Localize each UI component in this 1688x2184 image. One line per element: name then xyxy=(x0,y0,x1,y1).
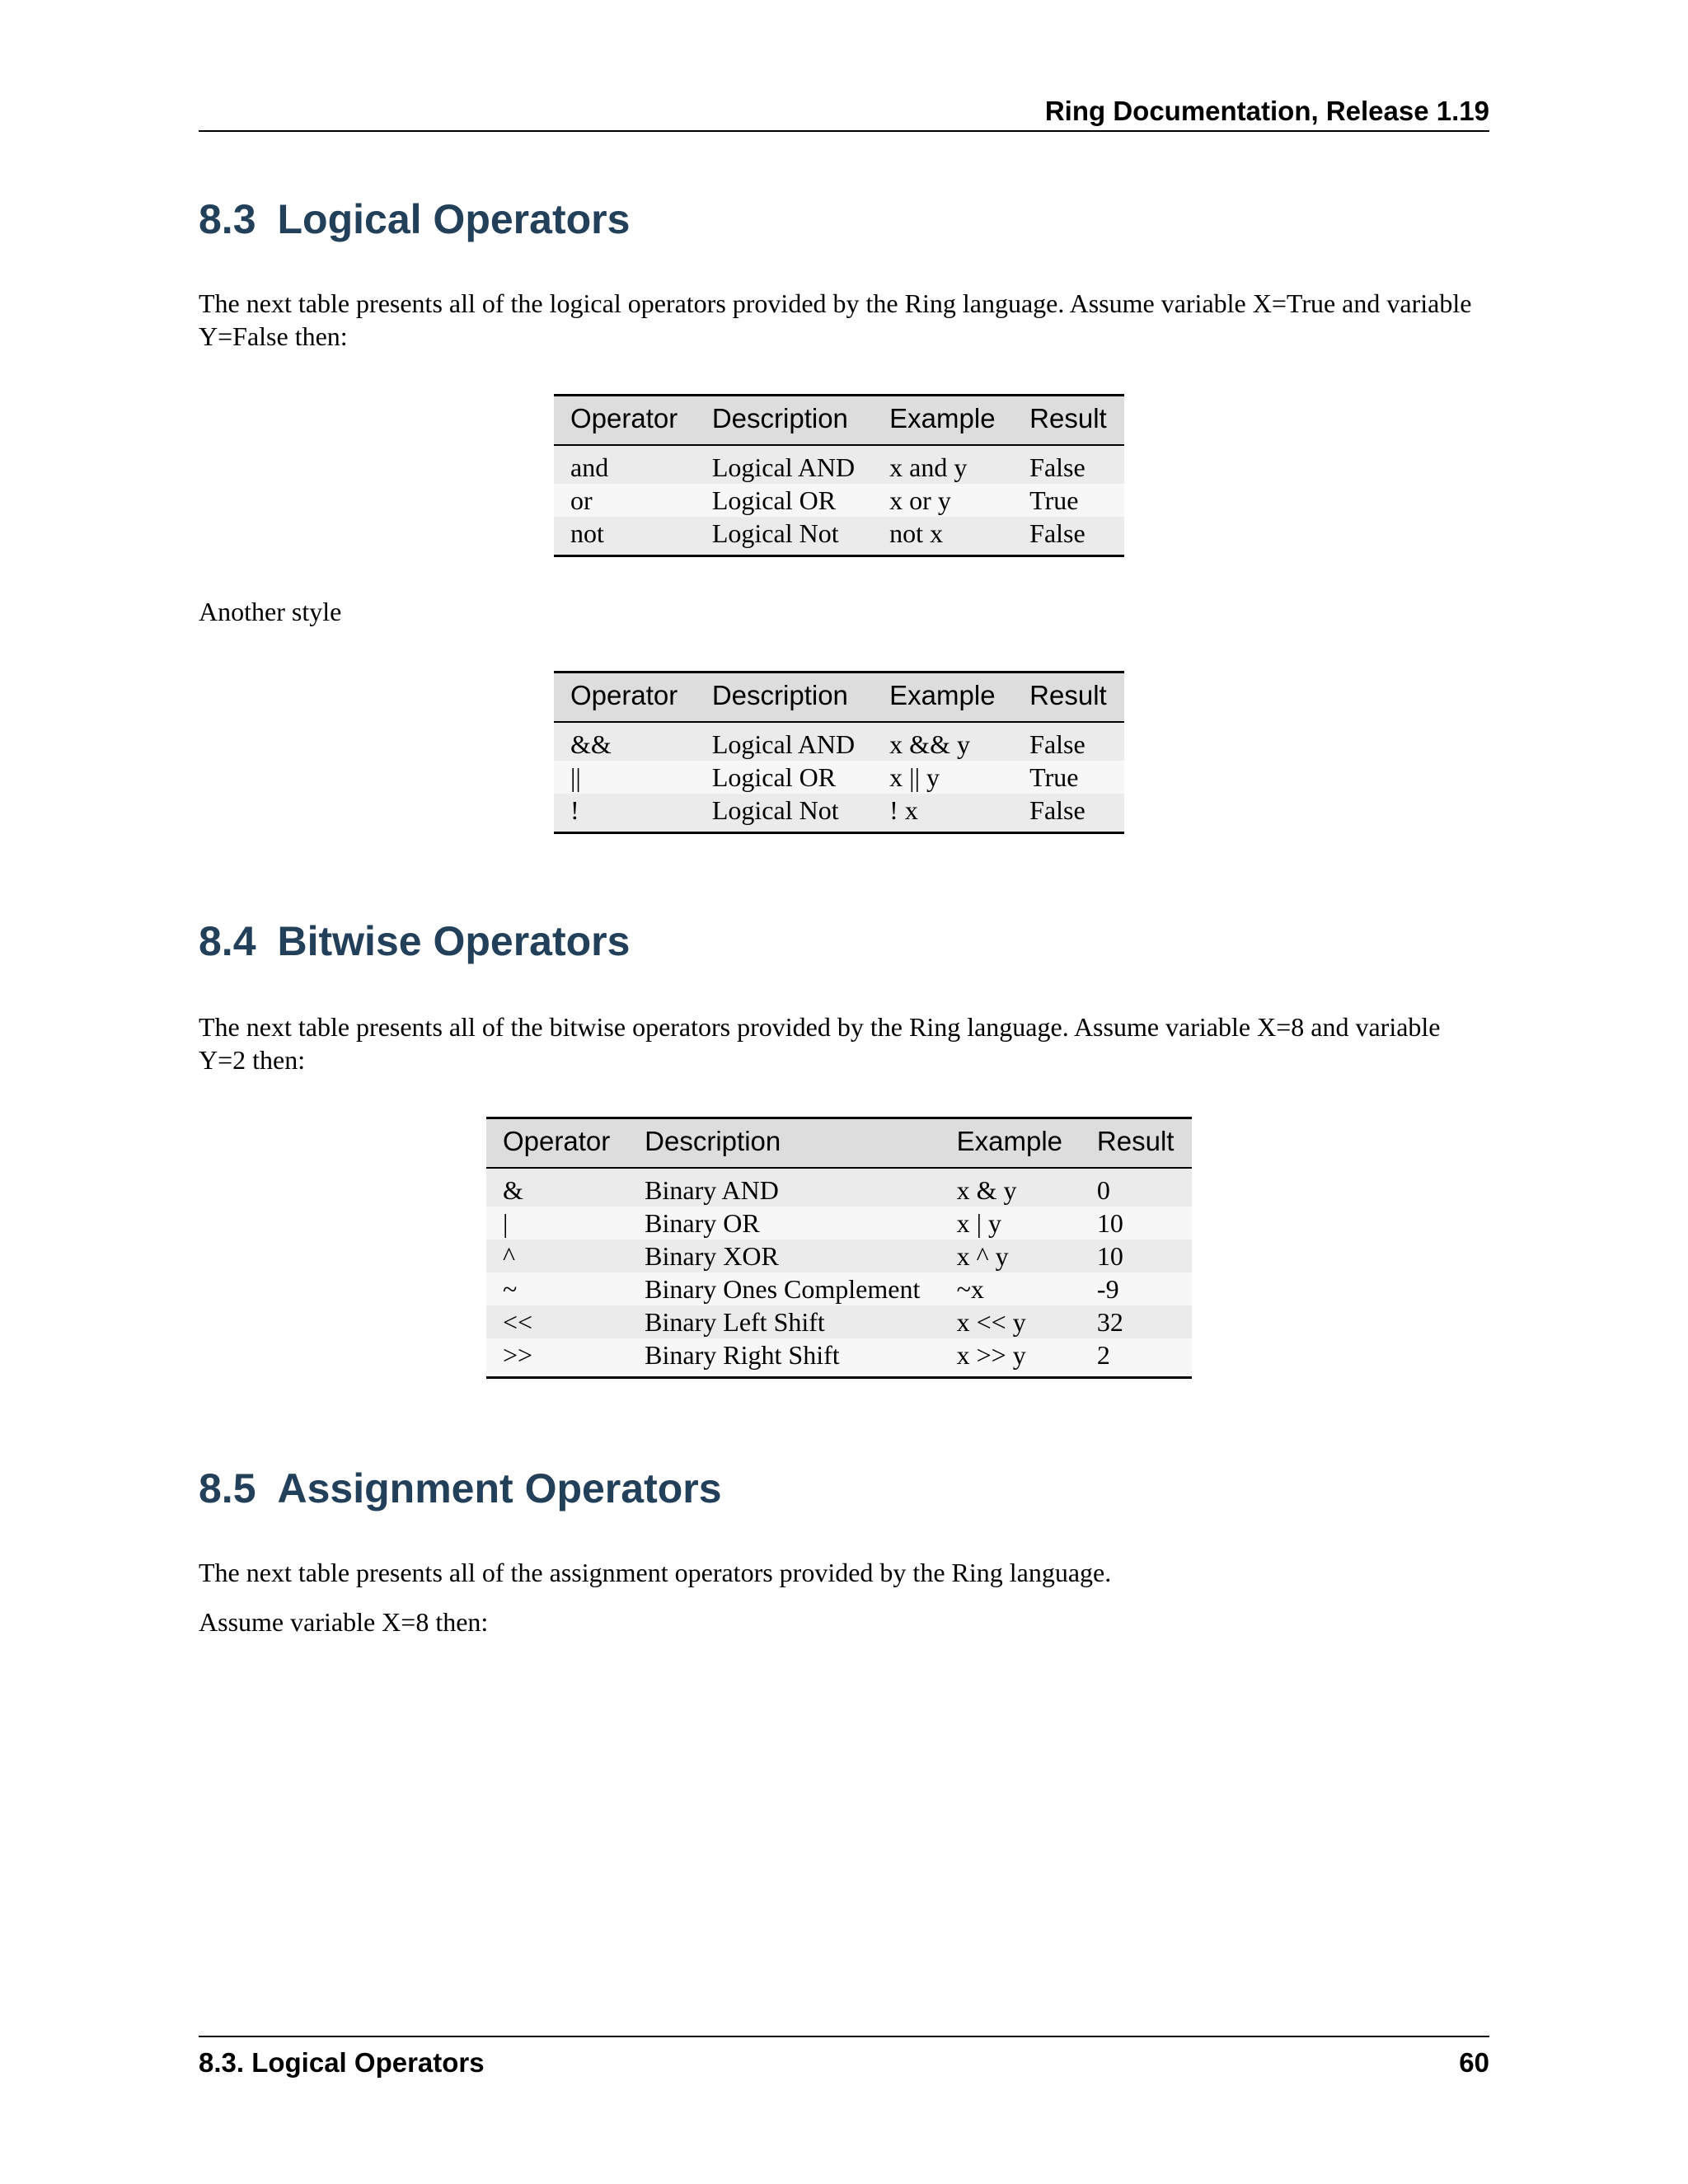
table-cell: False xyxy=(1013,722,1124,761)
table-header-row xyxy=(486,1118,1192,1169)
column-header-result: Result xyxy=(1013,396,1124,446)
table-cell: && xyxy=(554,722,696,761)
section-title: Logical Operators xyxy=(277,196,631,242)
table-cell: Logical OR xyxy=(696,484,873,517)
table-cell: | xyxy=(486,1207,628,1240)
running-footer xyxy=(199,2036,1489,2078)
column-header-operator: Operator xyxy=(486,1118,628,1169)
table-cell: 32 xyxy=(1081,1305,1192,1338)
table-cell: x and y xyxy=(873,445,1013,484)
table-cell: Logical Not xyxy=(696,794,873,833)
bitwise-intro-paragraph: The next table presents all of the bitwise operators provided by the Ring language. Assume variable X=8 and variable Y=2 then: xyxy=(199,1012,1441,1075)
table-row xyxy=(554,484,1124,517)
table-row xyxy=(486,1272,1192,1305)
table-cell: False xyxy=(1013,517,1124,556)
table-cell: ~x xyxy=(940,1272,1081,1305)
column-header-result: Result xyxy=(1013,673,1124,723)
column-header-example: Example xyxy=(873,396,1013,446)
table-row xyxy=(486,1305,1192,1338)
running-header xyxy=(199,92,1489,132)
column-header-operator: Operator xyxy=(554,673,696,723)
table-cell: Binary XOR xyxy=(628,1240,940,1272)
section-number: 8.3 xyxy=(199,196,256,242)
table-row xyxy=(554,794,1124,833)
assignment-assume-paragraph: Assume variable X=8 then: xyxy=(199,1607,489,1637)
table-cell: x || y xyxy=(873,761,1013,794)
column-header-description: Description xyxy=(696,673,873,723)
table-cell: or xyxy=(554,484,696,517)
table-cell: Logical OR xyxy=(696,761,873,794)
column-header-description: Description xyxy=(628,1118,940,1169)
table-cell: ~ xyxy=(486,1272,628,1305)
table-cell: not x xyxy=(873,517,1013,556)
table-cell: x >> y xyxy=(940,1338,1081,1378)
column-header-result: Result xyxy=(1081,1118,1192,1169)
section-title: Bitwise Operators xyxy=(277,918,631,964)
table-cell: False xyxy=(1013,794,1124,833)
column-header-operator: Operator xyxy=(554,396,696,446)
table-row xyxy=(486,1207,1192,1240)
table-cell: || xyxy=(554,761,696,794)
table-cell: not xyxy=(554,517,696,556)
table-cell: Binary Ones Complement xyxy=(628,1272,940,1305)
table-cell: and xyxy=(554,445,696,484)
section-heading-logical-operators xyxy=(199,194,630,244)
table-cell: & xyxy=(486,1168,628,1207)
table-cell: x ^ y xyxy=(940,1240,1081,1272)
bitwise-operators-table xyxy=(486,1117,1192,1379)
footer-section-link[interactable]: 8.3. Logical Operators xyxy=(199,2047,485,2078)
table-row xyxy=(486,1240,1192,1272)
table-row xyxy=(554,722,1124,761)
table-cell: Logical AND xyxy=(696,445,873,484)
section-heading-assignment-operators xyxy=(199,1464,722,1513)
logical-intro-paragraph: The next table presents all of the logical operators provided by the Ring language. Assume variable X=True and variable Y=False then: xyxy=(199,288,1472,351)
table-cell: x << y xyxy=(940,1305,1081,1338)
table-cell: False xyxy=(1013,445,1124,484)
column-header-description: Description xyxy=(696,396,873,446)
table-header-row xyxy=(554,396,1124,446)
table-row xyxy=(554,445,1124,484)
header-title: Ring Documentation, Release 1.19 xyxy=(1044,96,1489,126)
table-header-row xyxy=(554,673,1124,723)
table-cell: 10 xyxy=(1081,1240,1192,1272)
column-header-example: Example xyxy=(940,1118,1081,1169)
table-cell: ^ xyxy=(486,1240,628,1272)
another-style-text: Another style xyxy=(199,597,342,626)
table-cell: Binary OR xyxy=(628,1207,940,1240)
logical-operators-alt-table xyxy=(554,671,1124,834)
table-cell: True xyxy=(1013,761,1124,794)
assignment-intro-paragraph: The next table presents all of the assignment operators provided by the Ring language. xyxy=(199,1558,1112,1587)
table-cell: 0 xyxy=(1081,1168,1192,1207)
section-number: 8.5 xyxy=(199,1465,256,1511)
table-cell: ! xyxy=(554,794,696,833)
table-cell: Binary AND xyxy=(628,1168,940,1207)
table-cell: 10 xyxy=(1081,1207,1192,1240)
page-number: 60 xyxy=(1459,2047,1489,2078)
table-cell: x | y xyxy=(940,1207,1081,1240)
table-cell: x & y xyxy=(940,1168,1081,1207)
table-cell: ! x xyxy=(873,794,1013,833)
table-cell: Logical Not xyxy=(696,517,873,556)
table-cell: >> xyxy=(486,1338,628,1378)
logical-operators-table xyxy=(554,394,1124,557)
table-row xyxy=(486,1168,1192,1207)
table-row xyxy=(486,1338,1192,1378)
column-header-example: Example xyxy=(873,673,1013,723)
section-heading-bitwise-operators xyxy=(199,916,630,966)
table-row xyxy=(554,761,1124,794)
table-cell: Binary Left Shift xyxy=(628,1305,940,1338)
table-cell: x or y xyxy=(873,484,1013,517)
table-cell: Binary Right Shift xyxy=(628,1338,940,1378)
table-cell: True xyxy=(1013,484,1124,517)
table-cell: 2 xyxy=(1081,1338,1192,1378)
section-number: 8.4 xyxy=(199,918,256,964)
section-title: Assignment Operators xyxy=(277,1465,722,1511)
table-cell: x && y xyxy=(873,722,1013,761)
table-cell: << xyxy=(486,1305,628,1338)
table-cell: Logical AND xyxy=(696,722,873,761)
table-row xyxy=(554,517,1124,556)
table-cell: -9 xyxy=(1081,1272,1192,1305)
